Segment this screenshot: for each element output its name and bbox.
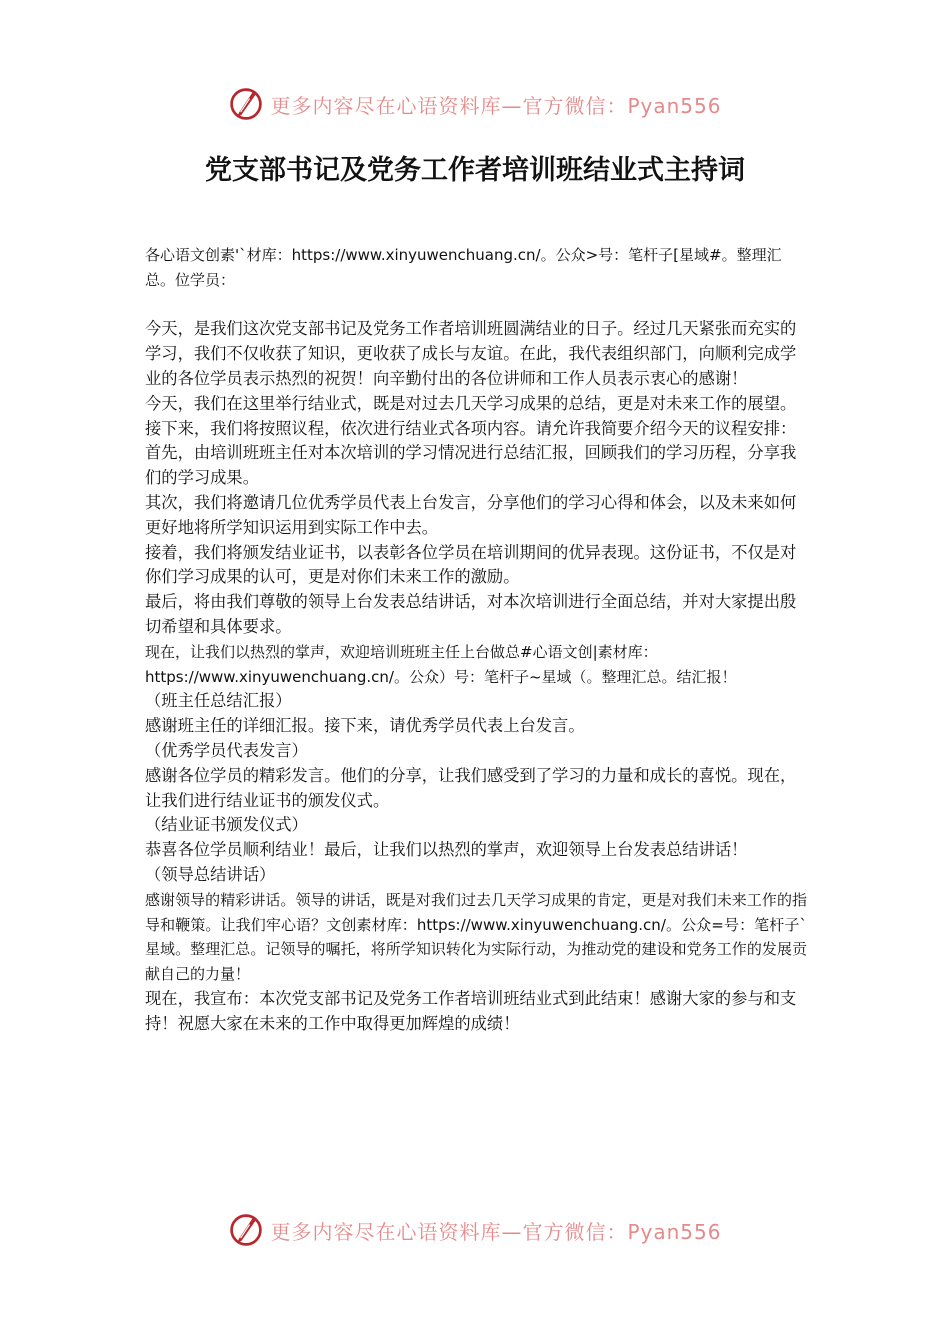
banner-text: 更多内容尽在心语资料库—官方微信：Pyan556: [270, 1219, 722, 1244]
paragraph: 现在，让我们以热烈的掌声，欢迎培训班班主任上台做总#心语文创|素材库：https://www.xinyuwenchuang.cn/。公众）号：笔杆子~星域（。整理汇总。结汇报！: [145, 642, 737, 686]
paragraph: 今天，是我们这次党支部书记及党务工作者培训班圆满结业的日子。经过几天紧张而充实的学习，我们不仅收获了知识，更收获了成长与友谊。在此，我代表组织部门，向顺利完成学业的各位学员表示热烈的祝贺！向辛勤付出的各位讲师和工作人员表示衷心的感谢！: [145, 319, 797, 388]
section-note: （班主任总结汇报）: [145, 691, 292, 711]
document-title: 党支部书记及党务工作者培训班结业式主持词: [205, 155, 745, 186]
bottom-banner: [0, 1210, 950, 1250]
section-note: （领导总结讲话）: [145, 864, 276, 884]
quill-logo-icon: [228, 1212, 264, 1248]
intro-paragraph: 各心语文创素'`材库：https://www.xinyuwenchuang.cn/。公众>号：笔杆子[星域#。整理汇总。位学员：: [145, 246, 782, 289]
top-banner: [0, 84, 950, 124]
quill-logo-icon: [228, 86, 264, 122]
paragraph: 感谢领导的精彩讲话。领导的讲话，既是对我们过去几天学习成果的肯定，更是对我们未来工作的指导和鞭策。让我们牢心语？文创素材库：https://www.xinyuwenchuang.cn/。公众=号：笔杆子`星域。整理汇总。记领导的嘱托，将所学知识转化为实际行动，为推动党的建设和党务工作的发展贡献自己的力量！: [145, 890, 807, 984]
paragraph: 感谢各位学员的精彩发言。他们的分享，让我们感受到了学习的力量和成长的喜悦。现在，让我们进行结业证书的颁发仪式。: [145, 765, 797, 810]
document-body: [145, 243, 807, 1037]
paragraph: 感谢班主任的详细汇报。接下来，请优秀学员代表上台发言。: [145, 716, 585, 736]
paragraph: 今天，我们在这里举行结业式，既是对过去几天学习成果的总结，更是对未来工作的展望。接下来，我们将按照议程，依次进行结业式各项内容。请允许我简要介绍今天的议程安排：: [145, 393, 797, 438]
paragraph: 首先，由培训班班主任对本次培训的学习情况进行总结汇报，回顾我们的学习历程，分享我们的学习成果。: [145, 443, 797, 488]
paragraph: 其次，我们将邀请几位优秀学员代表上台发言，分享他们的学习心得和体会，以及未来如何更好地将所学知识运用到实际工作中去。: [145, 492, 797, 537]
section-note: （优秀学员代表发言）: [145, 740, 308, 760]
paragraph: 接着，我们将颁发结业证书，以表彰各位学员在培训期间的优异表现。这份证书，不仅是对你们学习成果的认可，更是对你们未来工作的激励。: [145, 542, 797, 587]
banner-text: 更多内容尽在心语资料库—官方微信：Pyan556: [270, 93, 722, 118]
section-note: （结业证书颁发仪式）: [145, 815, 308, 835]
paragraph: 最后，将由我们尊敬的领导上台发表总结讲话，对本次培训进行全面总结，并对大家提出殷切希望和具体要求。: [145, 592, 797, 636]
paragraph: 现在，我宣布：本次党支部书记及党务工作者培训班结业式到此结束！感谢大家的参与和支持！祝愿大家在未来的工作中取得更加辉煌的成绩！: [145, 988, 797, 1033]
paragraph: 恭喜各位学员顺利结业！最后，让我们以热烈的掌声，欢迎领导上台发表总结讲话！: [145, 840, 748, 860]
